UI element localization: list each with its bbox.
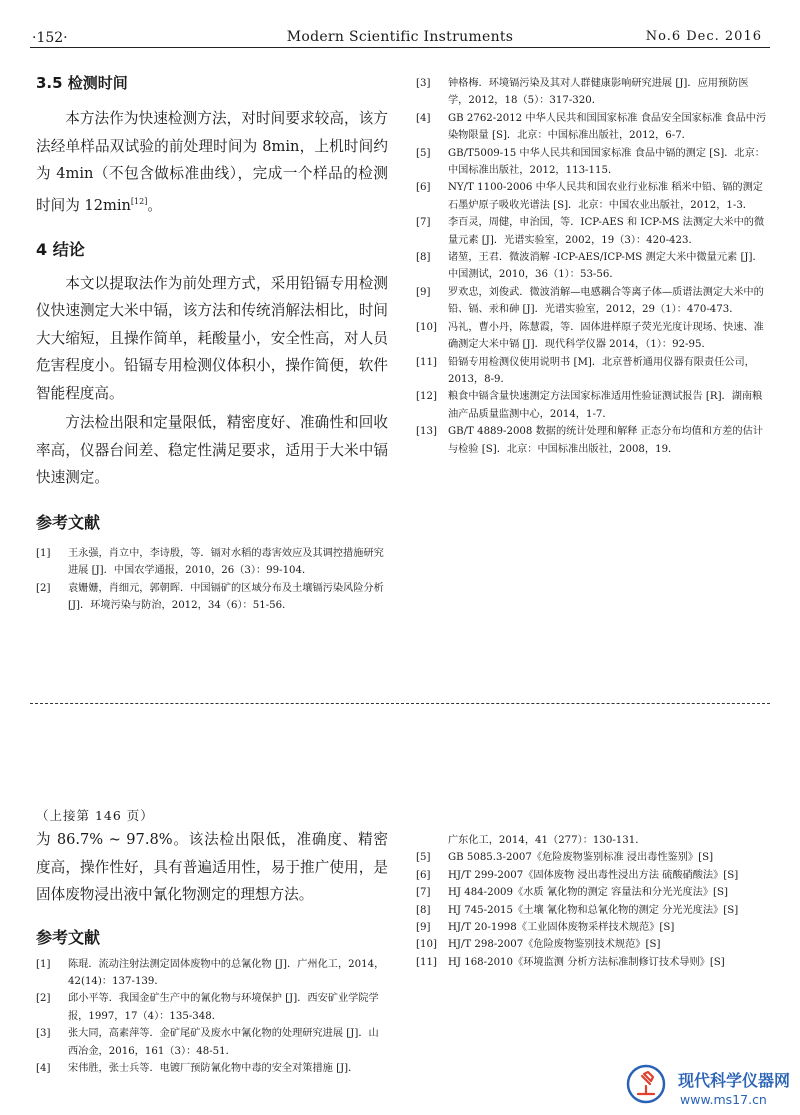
continued-note: （上接第 146 页） <box>36 808 154 823</box>
reference-item: [11] 铅镉专用检测仪使用说明书 [M]．北京普析通用仪器有限责任公司，2013，8-9． <box>416 356 755 385</box>
bottom-right-column <box>416 832 768 971</box>
watermark-title: 现代科学仪器网 <box>678 1071 791 1090</box>
conclusion-paragraph-2: 方法检出限和定量限低，精密度好、准确性和回收率高，仪器台间差、稳定性满足要求，适用于大米中镉快速测定。 <box>36 414 388 487</box>
references-list-2 <box>36 956 388 1078</box>
top-left-column <box>36 68 388 614</box>
reference-item: [3] 张大同，高素萍等．金矿尾矿及废水中氰化物的处理研究进展 [J]．山西冶金，2016，161（3）：48-51． <box>36 1028 379 1057</box>
section-3-5-title: 3.5 检测时间 <box>36 74 128 92</box>
reference-item: [2] 袁姗姗，肖细元，郭朝晖．中国镉矿的区域分布及土壤镉污染风险分析 [J]．环境污染与防治，2012，34（6）：51-56． <box>36 582 384 612</box>
section-4-title: 4 结论 <box>36 239 85 259</box>
site-watermark <box>612 1058 800 1115</box>
microscope-logo-icon <box>626 1064 666 1104</box>
continued-paragraph: 为 86.7% ~ 97.8%。该法检出限低，准确度、精密度高，操作性好，具有普遍适用性，易于推广使用，是固体废物浸出液中氰化物测定的理想方法。 <box>36 831 388 903</box>
references-list <box>36 545 388 615</box>
reference-item: [10] 冯礼，曹小丹，陈慧霞，等．固体进样原子荧光光度计现场、快速、准确测定大米中镉 [J]．现代科学仪器 2014，（1）：92-95． <box>416 321 764 351</box>
reference-item: [10] HJ/T 298-2007《危险废物鉴别技术规范》[S] <box>416 939 661 951</box>
reference-item: [13] GB/T 4889-2008 数据的统计处理和解释 正态分布均值和方差的估计与检验 [S]．北京：中国标准出版社，2008，19． <box>416 426 763 455</box>
page-header <box>0 0 800 48</box>
section-3-5-paragraph: 本方法作为快速检测方法，对时间要求较高，该方法经单样品双试验的前处理时间为 8min，上机时间约为 4min（不包含做标准曲线），完成一个样品的检测时间为 12min[12]。 <box>36 110 388 214</box>
reference-item: [7] HJ 484-2009《水质 氰化物的测定 容量法和分光光度法》[S] <box>416 887 728 899</box>
reference-item: [5] GB/T5009-15 中华人民共和国国家标准 食品中镉的测定 [S]．北京：中国标准出版社，2012，113-115． <box>416 147 765 177</box>
reference-item: [6] NY/T 1100-2006 中华人民共和国农业行业标准 稻米中铅、镉的测定 石墨炉原子吸收光谱法 [S]．北京：中国农业出版社，2012，1-3． <box>416 182 763 211</box>
reference-item: [2] 邱小平等．我国金矿生产中的氰化物与环境保护 [J]．西安矿业学院学报，1997，17（4）：135-348． <box>36 993 379 1022</box>
conclusion-paragraph-1: 本文以提取法作为前处理方式，采用铅镉专用检测仪快速测定大米中镉，该方法和传统消解法相比，时间大大缩短，且操作简单，耗酸量小，安全性高，对人员危害程度小。铅镉专用检测仪体积小，操作简便，软件智能程度高。 <box>36 274 388 402</box>
watermark-url: www.ms17.cn <box>680 1092 767 1107</box>
references-title: 参考文献 <box>36 512 101 532</box>
reference-item: [1] 王永强，肖立中，李诗殷，等．镉对水稻的毒害效应及其调控措施研究进展 [J]．中国农学通报，2010，26（3）：99-104． <box>36 547 384 577</box>
journal-name: Modern Scientific Instruments <box>286 29 514 45</box>
references-list-2-continued <box>416 849 768 971</box>
header-rule <box>30 47 770 48</box>
top-right-column <box>416 75 768 458</box>
reference-item: [4] 宋伟胜，张士兵等．电镀厂预防氰化物中毒的安全对策措施 [J]． <box>36 1062 359 1074</box>
reference-item: [8] 诸堃，王君．微波消解 -ICP-AES/ICP-MS 测定大米中微量元素 [J]．中国测试，2010，36（1）：53-56． <box>416 252 763 281</box>
reference-item: [1] 陈琨．流动注射法测定固体废物中的总氰化物 [J]．广州化工，2014，42(14)：137-139． <box>36 958 385 987</box>
citation: [12] <box>130 196 148 206</box>
references-title-2: 参考文献 <box>36 927 101 947</box>
reference-item: [7] 李百灵，周健，申治国，等．ICP-AES 和 ICP-MS 法测定大米中的微量元素 [J]．光谱实验室，2002，19（3）：420-423． <box>416 217 765 246</box>
page-number: ·152· <box>32 30 68 46</box>
reference-item: [5] GB 5085.3-2007《危险废物鉴别标准 浸出毒性鉴别》[S] <box>416 852 714 864</box>
article-separator <box>30 703 770 704</box>
reference-item: [9] 罗欢忠，刘俊武．微波消解—电感耦合等离子体—质谱法测定大米中的铅、镉、汞和砷 [J]．光谱实验室，2012，29（1）：470-473． <box>416 286 764 316</box>
reference-item: [8] HJ 745-2015《土壤 氰化物和总氰化物的测定 分光光度法》[S] <box>416 904 739 916</box>
reference-item: [11] HJ 168-2010《环境监测 分析方法标准制修订技术导则》[S] <box>416 956 725 968</box>
issue-info: No.6 Dec. 2016 <box>645 29 762 44</box>
reference-continuation: 广东化工，2014，41（277）：130-131． <box>448 835 646 846</box>
reference-item: [6] HJ/T 299-2007《固体废物 浸出毒性浸出方法 硫酸硝酸法》[S] <box>416 869 739 881</box>
reference-item: [12] 粮食中镉含量快速测定方法国家标准适用性验证测试报告 [R]．湖南粮油产品质量监测中心，2014，1-7． <box>416 391 763 420</box>
references-list-continued <box>416 75 768 458</box>
reference-item: [3] 钟格梅．环境镉污染及其对人群健康影响研究进展 [J]．应用预防医学，2012，18（5）：317-320． <box>416 78 749 107</box>
reference-item: [4] GB 2762-2012 中华人民共和国国家标准 食品安全国家标准 食品中污染物限量 [S]．北京：中国标准出版社，2012，6-7． <box>416 112 767 142</box>
bottom-left-column <box>36 826 388 1077</box>
reference-item: [9] HJ/T 20-1998《工业固体废物采样技术规范》[S] <box>416 922 675 934</box>
